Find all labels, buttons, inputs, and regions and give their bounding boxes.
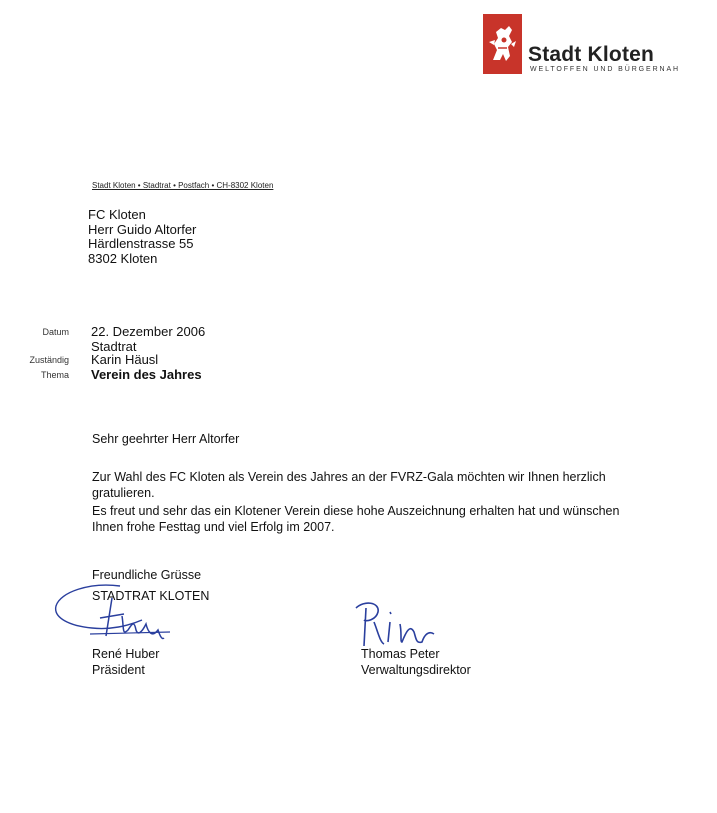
zustaendig-label: Zuständig xyxy=(29,355,69,365)
thema-value: Verein des Jahres xyxy=(91,367,202,382)
datum-label: Datum xyxy=(42,327,69,337)
salutation: Sehr geehrter Herr Altorfer xyxy=(92,432,240,446)
signatory-title: Präsident xyxy=(92,663,145,677)
recipient-address xyxy=(88,208,196,266)
datum-value: 22. Dezember 2006 xyxy=(91,324,206,339)
recipient-line: Herr Guido Altorfer xyxy=(88,221,197,237)
paragraph-line: Zur Wahl des FC Kloten als Verein des Jahres an der FVRZ-Gala möchten wir Ihnen herzlich xyxy=(92,470,606,484)
department-value: Stadtrat xyxy=(91,339,137,354)
paragraph-1 xyxy=(92,469,606,501)
recipient-line: Härdlenstrasse 55 xyxy=(88,236,194,251)
recipient-line: 8302 Kloten xyxy=(88,250,158,266)
signatory-title: Verwaltungsdirektor xyxy=(361,663,471,677)
zustaendig-value: Karin Häusl xyxy=(91,352,159,367)
signatory-name: Thomas Peter xyxy=(361,647,440,661)
paragraph-2 xyxy=(92,503,619,535)
closing: Freundliche Grüsse xyxy=(92,568,202,582)
signatory-peter xyxy=(361,646,471,678)
logo-tagline: WELTOFFEN UND BÜRGERNAH xyxy=(530,66,681,73)
sender-address-line: Stadt Kloten • Stadtrat • Postfach • CH-8302 Kloten xyxy=(92,181,274,190)
signatory-name: René Huber xyxy=(92,647,160,661)
organization-name: STADTRAT KLOTEN xyxy=(92,589,210,603)
paragraph-line: Ihnen frohe Festtag und viel Erfolg im 2007. xyxy=(92,520,335,534)
logo-wordmark: Stadt Kloten xyxy=(528,43,655,66)
thema-label: Thema xyxy=(40,370,69,380)
recipient-line: FC Kloten xyxy=(88,207,146,222)
city-crest-logo xyxy=(483,14,522,74)
signatory-huber xyxy=(92,646,159,678)
paragraph-line: gratulieren. xyxy=(92,486,155,500)
paragraph-line: Es freut und sehr das ein Klotener Verein diese hohe Auszeichnung erhalten hat und wünschen xyxy=(92,504,620,518)
